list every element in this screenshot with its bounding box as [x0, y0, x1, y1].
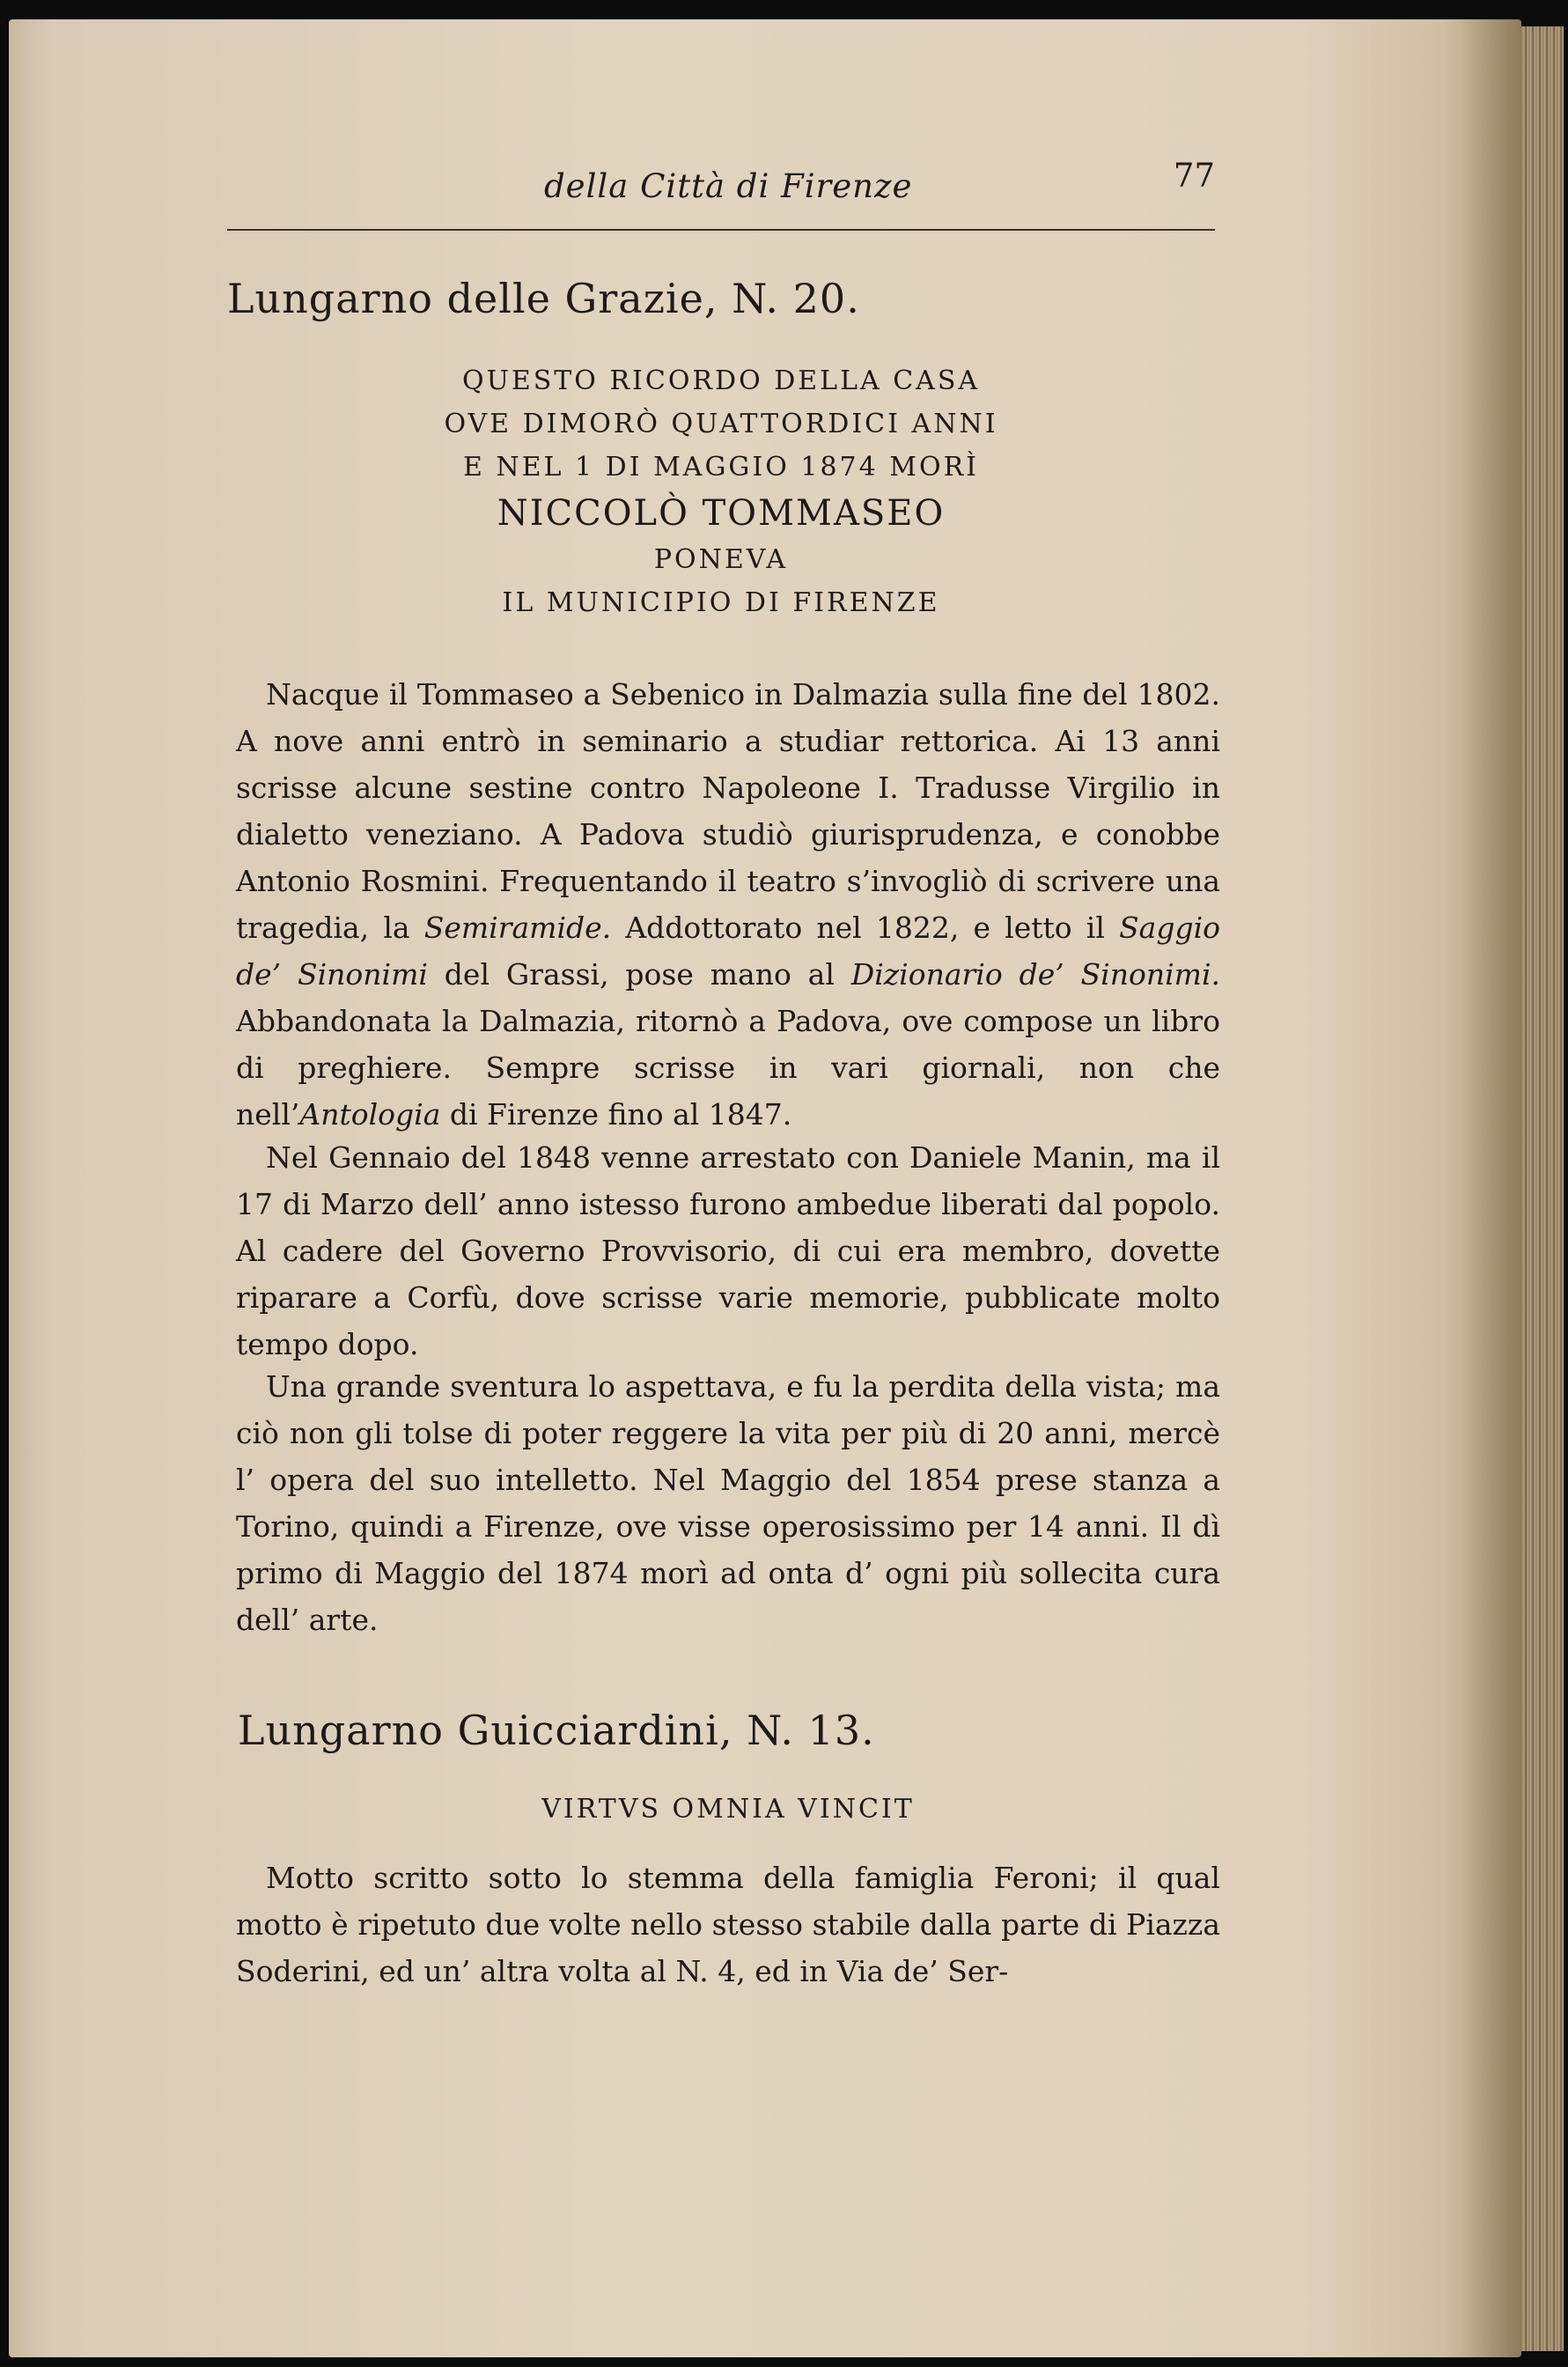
- italic-title: Saggio de’ Sinonimi: [236, 911, 1221, 992]
- section-title-lungarno-guicciardini: Lungarno Guicciardini, N. 13.: [238, 1707, 875, 1754]
- inscription-line: PONEVA: [653, 544, 789, 575]
- section-title-lungarno-grazie: Lungarno delle Grazie, N. 20.: [227, 275, 860, 322]
- inscription-line: IL MUNICIPIO DI FIRENZE: [502, 587, 940, 618]
- text-run: del Grassi, pose mano al: [427, 957, 851, 992]
- inscription-line: OVE DIMORÒ QUATTORDICI ANNI: [444, 409, 998, 439]
- page-number: 77: [1173, 157, 1215, 195]
- running-head: della Città di Firenze: [544, 167, 913, 205]
- page-gutter-shadow: [1444, 19, 1521, 2357]
- inscription-line: E NEL 1 DI MAGGIO 1874 MORÌ: [462, 452, 980, 483]
- inscription-line: QUESTO RICORDO DELLA CASA: [461, 365, 981, 396]
- text-run: di Firenze fino al 1847.: [440, 1097, 792, 1132]
- motto-line: VIRTVS OMNIA VINCIT: [541, 1794, 915, 1825]
- paragraph-biography-1: [236, 671, 1220, 1138]
- page-stack-edge: [1521, 26, 1564, 2351]
- inscription-name: NICCOLÒ TOMMASEO: [497, 493, 946, 534]
- italic-title: Dizionario de’ Sinonimi.: [850, 957, 1220, 992]
- text-run: Abbandonata la Dalmazia, ritornò a Padova, ove compose un libro di preghiere. Sempre scrisse in vari giornali, non che nell’: [236, 1004, 1220, 1132]
- paragraph-biography-3: Una grande sventura lo aspettava, e fu la perdita della vista; ma ciò non gli tolse di poter reggere la vita per più di 20 anni, mercè l’ opera del suo intelletto. Nel Maggio del 1854 prese stanza a Torino, quindi a Firenze, ove visse operosissimo per 14 anni. Il dì primo di Maggio del 1874 morì ad onta d’ ogni più sollecita cura dell’ arte.: [236, 1369, 1220, 1637]
- page-header: [227, 157, 1215, 227]
- paragraph-biography-2: Nel Gennaio del 1848 venne arrestato con Daniele Manin, ma il 17 di Marzo dell’ anno istesso furono ambedue liberati dal popolo. Al cadere del Governo Provvisorio, di cui era membro, dovette riparare a Corfù, dove scrisse varie memorie, pubblicate molto tempo dopo.: [236, 1140, 1220, 1361]
- motto-inscription: [236, 1788, 1220, 1831]
- text-run: Addottorato nel 1822, e letto il: [611, 911, 1120, 945]
- italic-title: Antologia: [299, 1097, 441, 1132]
- italic-title: Semiramide.: [423, 911, 612, 945]
- paragraph-motto-description: Motto scritto sotto lo stemma della famiglia Feroni; il qual motto è ripetuto due volte nello stesso stabile dalla parte di Piazza Soderini, ed un’ altra volta al N. 4, ed in Via de’ Ser-: [236, 1861, 1220, 1988]
- inscription-tommaseo: [227, 359, 1215, 624]
- text-run: Nacque il Tommaseo a Sebenico in Dalmazia sulla fine del 1802. A nove anni entrò in seminario a studiar rettorica. Ai 13 anni scrisse alcune sestine contro Napoleone I. Tradusse Virgilio in dialetto veneziano. A Padova studiò giurisprudenza, e conobbe Antonio Rosmini. Frequentando il teatro s’invogliò di scrivere una tragedia, la: [236, 677, 1220, 945]
- header-rule: [227, 229, 1215, 231]
